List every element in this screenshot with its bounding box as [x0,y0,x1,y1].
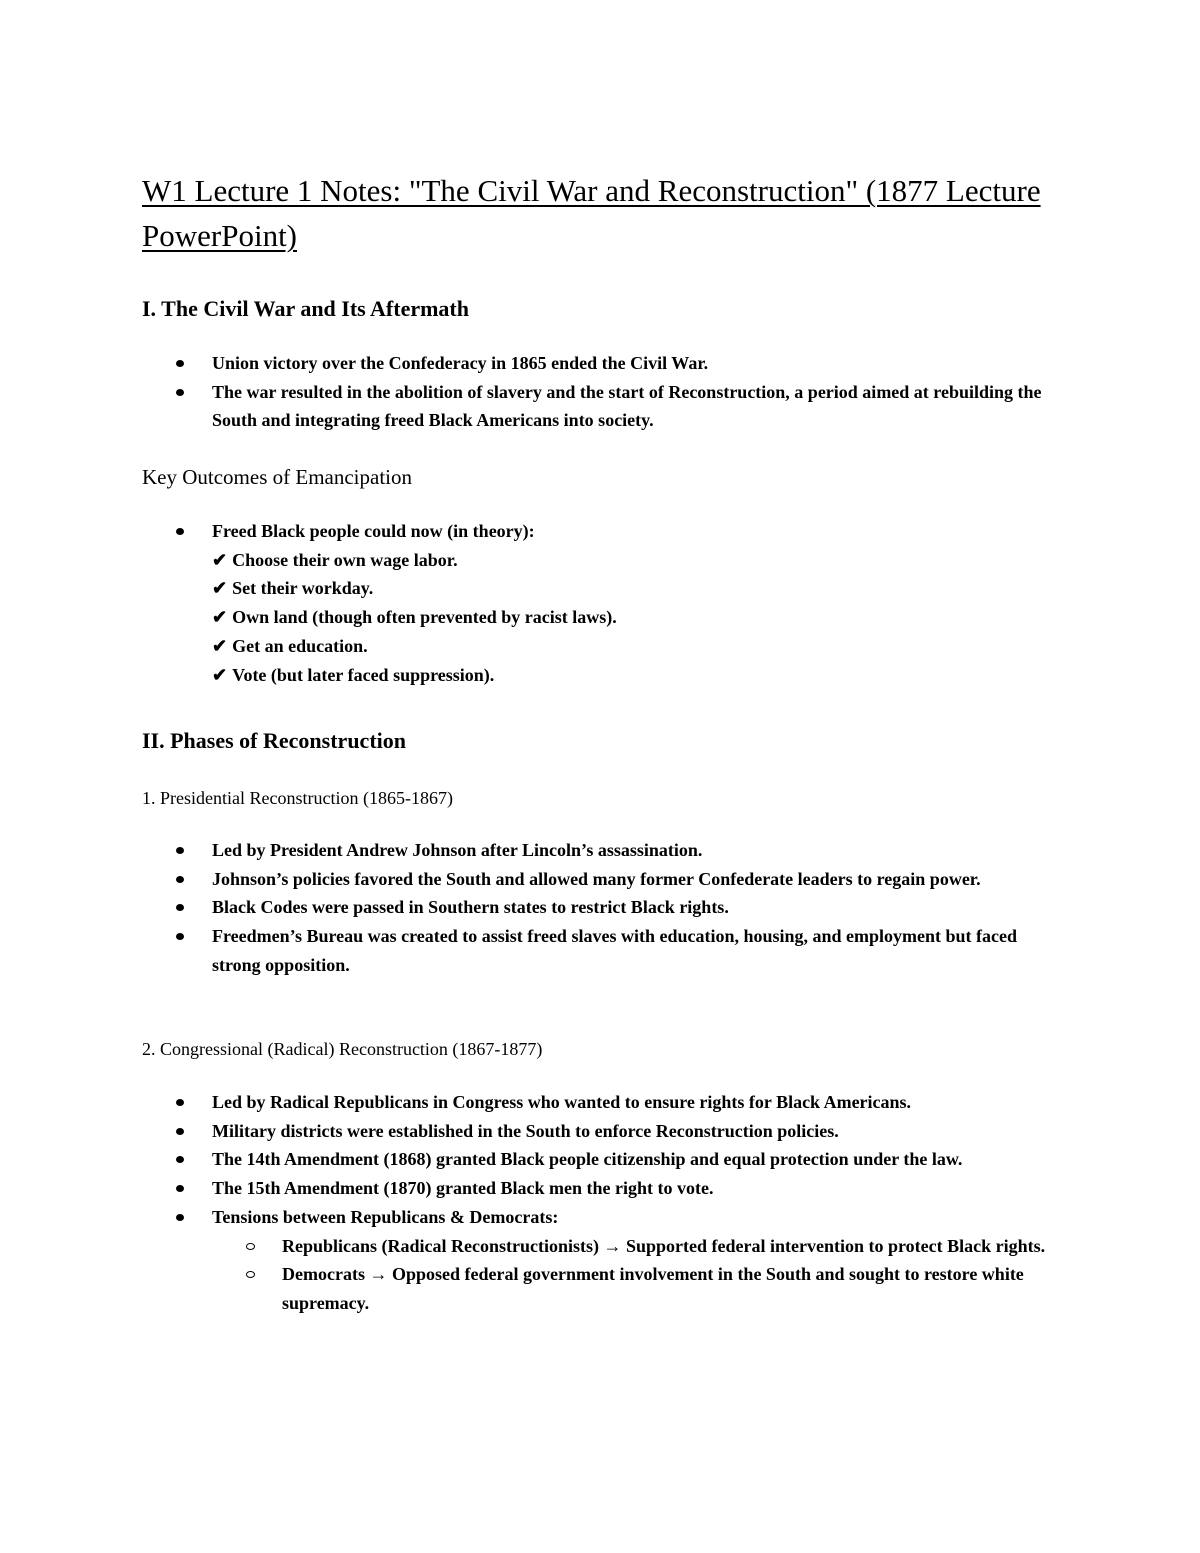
check-item [212,661,1062,690]
list-item [0,349,1062,378]
check-item [212,603,1062,632]
section-heading-civil-war: I. The Civil War and Its Aftermath [142,296,469,321]
bullet-icon [176,389,184,396]
list-item [0,1088,1062,1117]
check-item [212,632,1062,661]
list-item-text: Led by Radical Republicans in Congress who wanted to ensure rights for Black Americans. [212,1092,912,1112]
list-item [0,517,1062,689]
list-item-text: The 15th Amendment (1870) granted Black men the right to vote. [212,1178,714,1199]
list-item-text: Freedmen’s Bureau was created to assist freed slaves with education, housing, and employment but faced strong opposition. [212,926,1017,975]
list-item-text: Johnson’s policies favored the South and allowed many former Confederate leaders to regain power. [212,868,981,889]
bullet-icon [176,847,184,854]
bullet-icon [176,1156,184,1163]
checkmark-icon: ✔ [212,549,228,570]
presidential-bullet-list [0,836,1062,980]
bullet-icon [176,528,184,535]
list-item [0,922,1062,979]
check-item-text: Set their workday. [232,578,374,599]
bullet-icon [176,904,184,911]
sub-list-item [212,1232,1072,1261]
check-item-text: Get an education. [232,635,368,656]
phase-heading-congressional: 2. Congressional (Radical) Reconstruction (1867-1877) [142,1039,543,1059]
section-heading-phases: II. Phases of Reconstruction [142,728,406,753]
bullet-icon [176,876,184,883]
bullet-icon [176,360,184,367]
emancipation-bullet-list [0,517,1062,689]
bullet-icon [176,933,184,940]
list-item-text: Led by President Andrew Johnson after Lincoln’s assassination. [212,840,703,860]
hollow-bullet-icon [246,1271,255,1278]
sub-list-item-text: Republicans (Radical Reconstructionists) → Supported federal intervention to protect Black rights. [282,1235,1046,1256]
bullet-icon [176,1128,184,1135]
bullet-icon [176,1099,184,1106]
list-item [0,865,1062,894]
checkmark-icon: ✔ [212,607,228,628]
list-item [0,1174,1062,1203]
list-item [0,1203,1062,1318]
list-item-text: The 14th Amendment (1868) granted Black people citizenship and equal protection under the law. [212,1149,963,1170]
tensions-sublist [212,1232,1062,1318]
check-item [212,546,1062,575]
check-item-text: Choose their own wage labor. [232,549,458,570]
emancipation-intro: Freed Black people could now (in theory): [212,521,535,541]
congressional-bullet-list [0,1088,1062,1318]
phase-heading-presidential: 1. Presidential Reconstruction (1865-1867) [142,788,453,808]
list-item [0,836,1062,865]
list-item-text: Military districts were established in the South to enforce Reconstruction policies. [212,1120,839,1141]
document-title: W1 Lecture 1 Notes: "The Civil War and Reconstruction" (1877 Lecture PowerPoint) [142,173,1041,253]
sub-list-item [212,1260,1072,1317]
list-item [0,1117,1062,1146]
checkmark-icon: ✔ [212,578,228,599]
list-item-text: Union victory over the Confederacy in 1865 ended the Civil War. [212,353,709,373]
civil-war-bullet-list [0,349,1062,435]
check-item-text: Vote (but later faced suppression). [232,664,495,685]
list-item [0,893,1062,922]
checkmark-icon: ✔ [212,635,228,656]
checkmark-icon: ✔ [212,664,228,685]
list-item [0,378,1062,435]
list-item-text: The war resulted in the abolition of slavery and the start of Reconstruction, a period aimed at rebuilding the South and integrating freed Black Americans into society. [212,381,1042,431]
bullet-icon [176,1185,184,1192]
tensions-label: Tensions between Republicans & Democrats: [212,1206,559,1227]
bullet-icon [176,1214,184,1221]
list-item [0,1145,1062,1174]
subheading-emancipation: Key Outcomes of Emancipation [142,465,413,489]
check-item [212,574,1062,603]
hollow-bullet-icon [246,1243,255,1250]
sub-list-item-text: Democrats → Opposed federal government involvement in the South and sought to restore white supremacy. [282,1264,1024,1313]
check-item-text: Own land (though often prevented by racist laws). [232,607,617,628]
list-item-text: Black Codes were passed in Southern states to restrict Black rights. [212,897,729,918]
